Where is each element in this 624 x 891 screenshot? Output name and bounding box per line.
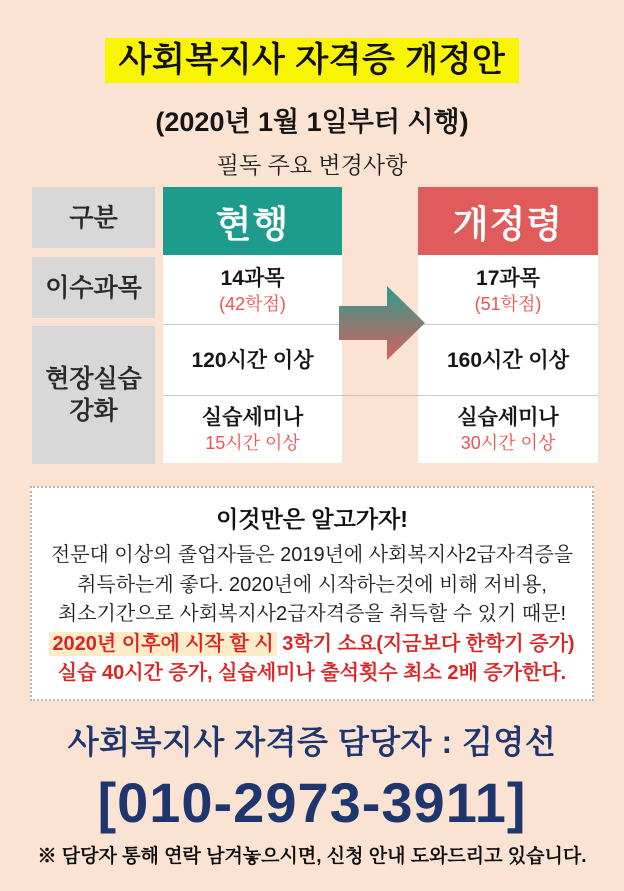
revised-seminar-hours: 30시간 이상 <box>460 433 556 453</box>
title-row <box>0 38 624 83</box>
table-cell <box>163 396 342 463</box>
revised-hours-value: 160시간 이상 <box>446 349 570 372</box>
table-cell <box>418 325 598 396</box>
current-seminar-label: 실습세미나 <box>201 406 304 429</box>
info-line-5: 실습 40시간 증가, 실습세미나 출석횟수 최소 2배 증가한다. <box>57 662 567 684</box>
current-hours-value: 120시간 이상 <box>191 349 314 372</box>
column-current-cells <box>163 255 342 463</box>
row-label-courses: 이수과목 <box>32 257 155 318</box>
row-label-field-practice-line1: 현장실습 <box>45 365 142 393</box>
manager-line: 사회복지사 자격증 담당자 : 김영선 <box>67 724 557 760</box>
warning-highlight: 2020년 이후에 시작 할 시 <box>49 632 276 656</box>
column-revised <box>418 187 598 463</box>
table-cell <box>163 255 342 325</box>
row-label-field-practice <box>32 326 155 464</box>
row-label-field-practice-line2: 강화 <box>69 397 118 425</box>
effective-date-subtitle: (2020년 1월 1일부터 시행) <box>155 107 469 137</box>
table-cell <box>418 396 598 463</box>
column-revised-cells <box>418 255 598 463</box>
info-line-4 <box>32 630 592 660</box>
phone-number: [010-2973-3911] <box>97 771 527 834</box>
contact-note: ※ 담당자 통해 연락 남겨놓으시면, 신청 안내 도와드리고 있습니다. <box>37 846 587 867</box>
info-box-body <box>32 541 592 689</box>
page-title: 사회복지사 자격증 개정안 <box>105 38 520 83</box>
current-credits-value: (42학점) <box>219 293 286 314</box>
info-box-heading: 이것만은 알고가자! <box>216 506 408 532</box>
info-line-3: 최소기간으로 사회복지사2급자격증을 취득할 수 있기 때문! <box>57 603 567 625</box>
column-current-header: 현행 <box>163 187 342 255</box>
must-read-notice: 필독 주요 변경사항 <box>216 152 408 178</box>
info-box <box>30 486 594 701</box>
current-courses-value: 14과목 <box>220 266 285 290</box>
info-line-1: 전문대 이상의 졸업자들은 2019년에 사회복지사2급자격증을 <box>50 544 574 566</box>
right-arrow-icon <box>339 286 425 360</box>
column-current <box>163 187 342 463</box>
column-revised-header: 개정령 <box>418 187 598 255</box>
current-seminar-hours: 15시간 이상 <box>205 433 300 453</box>
info-line-2: 취득하는게 좋다. 2020년에 시작하는것에 비해 저비용, <box>77 573 547 596</box>
revised-courses-value: 17과목 <box>476 266 540 290</box>
row-separator <box>163 395 598 396</box>
revised-credits-value: (51학점) <box>474 293 542 314</box>
table-cell <box>163 325 342 396</box>
row-label-category: 구분 <box>32 187 155 248</box>
table-cell <box>418 255 598 325</box>
revised-seminar-label: 실습세미나 <box>457 406 559 429</box>
warning-rest: 3학기 소요(지금보다 한학기 증가) <box>276 632 575 655</box>
